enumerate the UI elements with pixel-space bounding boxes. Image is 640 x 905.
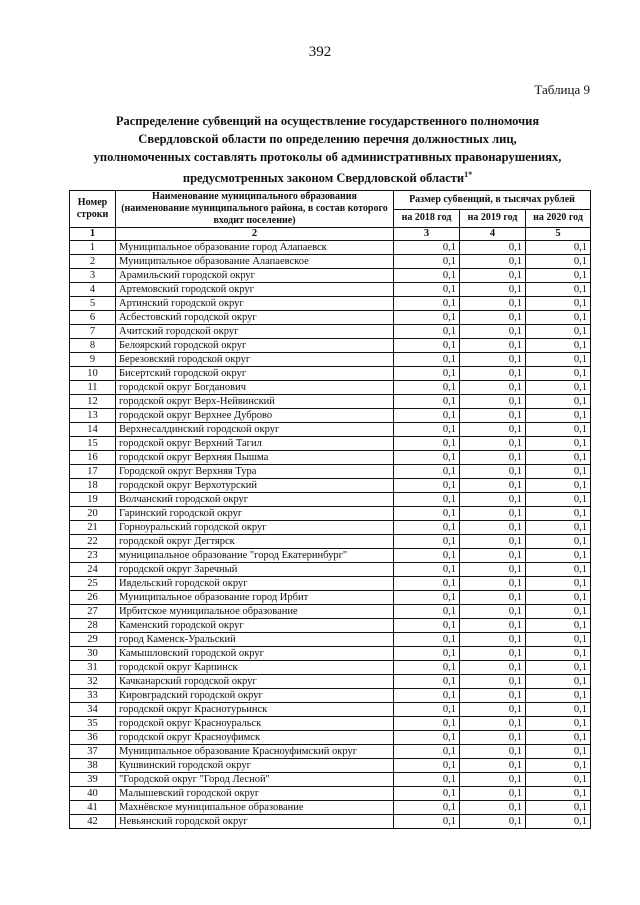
table-row (70, 563, 591, 577)
value-2019-cell: 0,1 (460, 689, 526, 703)
municipality-name-cell: городской округ Верхнее Дуброво (116, 409, 394, 423)
value-2018-cell: 0,1 (394, 563, 460, 577)
value-2018-cell: 0,1 (394, 479, 460, 493)
municipality-name-cell: Махнёвское муниципальное образование (116, 801, 394, 815)
municipality-name-cell: городской округ Дегтярск (116, 535, 394, 549)
table-row (70, 647, 591, 661)
table-row (70, 633, 591, 647)
municipality-name-cell: Муниципальное образование Алапаевское (116, 255, 394, 269)
table-row (70, 465, 591, 479)
municipality-name-cell: городской округ Богданович (116, 381, 394, 395)
municipality-name-cell: Муниципальное образование город Ирбит (116, 591, 394, 605)
municipality-name-cell: Артемовский городской округ (116, 283, 394, 297)
municipality-name-cell: городской округ Заречный (116, 563, 394, 577)
table-row (70, 353, 591, 367)
row-number-cell: 41 (70, 801, 116, 815)
value-2018-cell: 0,1 (394, 283, 460, 297)
table-row (70, 241, 591, 255)
column-index: 4 (460, 228, 526, 241)
value-2018-cell: 0,1 (394, 815, 460, 829)
value-2020-cell: 0,1 (526, 311, 591, 325)
value-2018-cell: 0,1 (394, 451, 460, 465)
row-number-cell: 7 (70, 325, 116, 339)
row-number-cell: 20 (70, 507, 116, 521)
municipality-name-cell: Арамильский городской округ (116, 269, 394, 283)
value-2018-cell: 0,1 (394, 633, 460, 647)
table-row (70, 759, 591, 773)
value-2020-cell: 0,1 (526, 283, 591, 297)
value-2019-cell: 0,1 (460, 773, 526, 787)
table-row (70, 269, 591, 283)
value-2020-cell: 0,1 (526, 395, 591, 409)
row-number-cell: 11 (70, 381, 116, 395)
municipality-name-cell: городской округ Красноуральск (116, 717, 394, 731)
table-row (70, 479, 591, 493)
value-2019-cell: 0,1 (460, 283, 526, 297)
column-index: 1 (70, 228, 116, 241)
value-2019-cell: 0,1 (460, 493, 526, 507)
value-2018-cell: 0,1 (394, 409, 460, 423)
value-2018-cell: 0,1 (394, 647, 460, 661)
municipality-name-cell: Белоярский городской округ (116, 339, 394, 353)
row-number-cell: 36 (70, 731, 116, 745)
value-2019-cell: 0,1 (460, 731, 526, 745)
municipality-name-cell: Городской округ Верхняя Тура (116, 465, 394, 479)
title-text: Распределение субвенций на осуществление государственного полномочия Свердловской области по определению перечня должностных лиц, уполномоченных составлять протоколы об административных правонарушениях, предусмотренных законом Свердловской области (93, 114, 562, 186)
header-row-number: Номер строки (70, 191, 116, 228)
table-row (70, 395, 591, 409)
municipality-name-cell: Горноуральский городской округ (116, 521, 394, 535)
municipality-name-cell: Гаринский городской округ (116, 507, 394, 521)
value-2018-cell: 0,1 (394, 423, 460, 437)
row-number-cell: 6 (70, 311, 116, 325)
row-number-cell: 21 (70, 521, 116, 535)
municipality-name-cell: Камышловский городской округ (116, 647, 394, 661)
value-2020-cell: 0,1 (526, 563, 591, 577)
table-row (70, 745, 591, 759)
row-number-cell: 9 (70, 353, 116, 367)
value-2018-cell: 0,1 (394, 689, 460, 703)
table-row (70, 577, 591, 591)
row-number-cell: 24 (70, 563, 116, 577)
municipality-name-cell: Кировградский городской округ (116, 689, 394, 703)
value-2020-cell: 0,1 (526, 325, 591, 339)
table-row (70, 451, 591, 465)
value-2018-cell: 0,1 (394, 437, 460, 451)
municipality-name-cell: городской округ Верх-Нейвинский (116, 395, 394, 409)
municipality-name-cell: городской округ Краснотурьинск (116, 703, 394, 717)
value-2020-cell: 0,1 (526, 367, 591, 381)
row-number-cell: 18 (70, 479, 116, 493)
table-row (70, 521, 591, 535)
value-2019-cell: 0,1 (460, 409, 526, 423)
municipality-name-cell: Качканарский городской округ (116, 675, 394, 689)
value-2020-cell: 0,1 (526, 731, 591, 745)
table-row (70, 591, 591, 605)
municipality-name-cell: городской округ Красноуфимск (116, 731, 394, 745)
value-2019-cell: 0,1 (460, 311, 526, 325)
value-2018-cell: 0,1 (394, 605, 460, 619)
municipality-name-cell: муниципальное образование "город Екатеринбург" (116, 549, 394, 563)
value-2020-cell: 0,1 (526, 549, 591, 563)
value-2018-cell: 0,1 (394, 717, 460, 731)
municipality-name-cell: городской округ Карпинск (116, 661, 394, 675)
column-index: 2 (116, 228, 394, 241)
municipality-name-cell: Невьянский городской округ (116, 815, 394, 829)
row-number-cell: 5 (70, 297, 116, 311)
subsidy-table (69, 190, 591, 829)
value-2020-cell: 0,1 (526, 689, 591, 703)
value-2018-cell: 0,1 (394, 591, 460, 605)
row-number-cell: 3 (70, 269, 116, 283)
value-2020-cell: 0,1 (526, 451, 591, 465)
value-2019-cell: 0,1 (460, 451, 526, 465)
row-number-cell: 34 (70, 703, 116, 717)
value-2020-cell: 0,1 (526, 353, 591, 367)
value-2019-cell: 0,1 (460, 647, 526, 661)
title-footnote-mark: 1* (464, 170, 473, 179)
value-2019-cell: 0,1 (460, 339, 526, 353)
value-2020-cell: 0,1 (526, 493, 591, 507)
value-2019-cell: 0,1 (460, 787, 526, 801)
value-2020-cell: 0,1 (526, 269, 591, 283)
header-municipality-name: Наименование муниципального образования (наименование муниципального района, в состав которого входит поселение) (116, 191, 394, 228)
value-2019-cell: 0,1 (460, 255, 526, 269)
value-2018-cell: 0,1 (394, 801, 460, 815)
table-row (70, 437, 591, 451)
value-2019-cell: 0,1 (460, 479, 526, 493)
table-row (70, 409, 591, 423)
value-2019-cell: 0,1 (460, 661, 526, 675)
value-2019-cell: 0,1 (460, 759, 526, 773)
row-number-cell: 38 (70, 759, 116, 773)
table-row (70, 773, 591, 787)
value-2018-cell: 0,1 (394, 619, 460, 633)
municipality-name-cell: Артинский городской округ (116, 297, 394, 311)
value-2019-cell: 0,1 (460, 703, 526, 717)
table-row (70, 311, 591, 325)
row-number-cell: 32 (70, 675, 116, 689)
table-row (70, 675, 591, 689)
row-number-cell: 29 (70, 633, 116, 647)
row-number-cell: 37 (70, 745, 116, 759)
row-number-cell: 31 (70, 661, 116, 675)
value-2019-cell: 0,1 (460, 717, 526, 731)
row-number-cell: 14 (70, 423, 116, 437)
row-number-cell: 30 (70, 647, 116, 661)
table-row (70, 381, 591, 395)
value-2019-cell: 0,1 (460, 325, 526, 339)
municipality-name-cell: город Каменск-Уральский (116, 633, 394, 647)
value-2019-cell: 0,1 (460, 507, 526, 521)
value-2018-cell: 0,1 (394, 703, 460, 717)
table-row (70, 325, 591, 339)
table-row (70, 535, 591, 549)
value-2019-cell: 0,1 (460, 535, 526, 549)
value-2020-cell: 0,1 (526, 633, 591, 647)
value-2019-cell: 0,1 (460, 437, 526, 451)
value-2020-cell: 0,1 (526, 591, 591, 605)
value-2018-cell: 0,1 (394, 745, 460, 759)
value-2020-cell: 0,1 (526, 787, 591, 801)
municipality-name-cell: Ачитский городской округ (116, 325, 394, 339)
value-2020-cell: 0,1 (526, 647, 591, 661)
municipality-name-cell: городской округ Верхняя Пышма (116, 451, 394, 465)
row-number-cell: 26 (70, 591, 116, 605)
table-row (70, 801, 591, 815)
row-number-cell: 17 (70, 465, 116, 479)
value-2020-cell: 0,1 (526, 717, 591, 731)
value-2019-cell: 0,1 (460, 381, 526, 395)
row-number-cell: 2 (70, 255, 116, 269)
column-index: 3 (394, 228, 460, 241)
value-2020-cell: 0,1 (526, 297, 591, 311)
value-2018-cell: 0,1 (394, 507, 460, 521)
row-number-cell: 25 (70, 577, 116, 591)
row-number-cell: 13 (70, 409, 116, 423)
municipality-name-cell: Волчанский городской округ (116, 493, 394, 507)
page-number: 392 (308, 44, 332, 60)
value-2020-cell: 0,1 (526, 745, 591, 759)
row-number-cell: 28 (70, 619, 116, 633)
value-2018-cell: 0,1 (394, 535, 460, 549)
table-row (70, 787, 591, 801)
value-2018-cell: 0,1 (394, 521, 460, 535)
value-2020-cell: 0,1 (526, 507, 591, 521)
value-2020-cell: 0,1 (526, 437, 591, 451)
value-2018-cell: 0,1 (394, 787, 460, 801)
value-2020-cell: 0,1 (526, 605, 591, 619)
row-number-cell: 12 (70, 395, 116, 409)
value-2020-cell: 0,1 (526, 577, 591, 591)
value-2018-cell: 0,1 (394, 269, 460, 283)
value-2020-cell: 0,1 (526, 423, 591, 437)
table-row (70, 731, 591, 745)
row-number-cell: 22 (70, 535, 116, 549)
value-2020-cell: 0,1 (526, 661, 591, 675)
table-row (70, 423, 591, 437)
row-number-cell: 33 (70, 689, 116, 703)
row-number-cell: 8 (70, 339, 116, 353)
value-2019-cell: 0,1 (460, 745, 526, 759)
table-label: Таблица 9 (534, 82, 590, 97)
value-2018-cell: 0,1 (394, 339, 460, 353)
value-2020-cell: 0,1 (526, 619, 591, 633)
value-2020-cell: 0,1 (526, 815, 591, 829)
row-number-cell: 1 (70, 241, 116, 255)
row-number-cell: 27 (70, 605, 116, 619)
value-2018-cell: 0,1 (394, 297, 460, 311)
value-2019-cell: 0,1 (460, 241, 526, 255)
value-2020-cell: 0,1 (526, 255, 591, 269)
table-row (70, 815, 591, 829)
row-number-cell: 16 (70, 451, 116, 465)
table-row (70, 689, 591, 703)
value-2018-cell: 0,1 (394, 367, 460, 381)
value-2020-cell: 0,1 (526, 535, 591, 549)
row-number-cell: 19 (70, 493, 116, 507)
value-2018-cell: 0,1 (394, 493, 460, 507)
value-2020-cell: 0,1 (526, 703, 591, 717)
table-row (70, 703, 591, 717)
value-2019-cell: 0,1 (460, 353, 526, 367)
value-2018-cell: 0,1 (394, 395, 460, 409)
value-2018-cell: 0,1 (394, 759, 460, 773)
row-number-cell: 23 (70, 549, 116, 563)
municipality-name-cell: Малышевский городской округ (116, 787, 394, 801)
row-number-cell: 40 (70, 787, 116, 801)
value-2018-cell: 0,1 (394, 773, 460, 787)
table-body (70, 241, 591, 829)
value-2018-cell: 0,1 (394, 549, 460, 563)
municipality-name-cell: Каменский городской округ (116, 619, 394, 633)
municipality-name-cell: Муниципальное образование город Алапаевск (116, 241, 394, 255)
row-number-cell: 39 (70, 773, 116, 787)
table-row (70, 605, 591, 619)
value-2019-cell: 0,1 (460, 367, 526, 381)
value-2019-cell: 0,1 (460, 577, 526, 591)
value-2018-cell: 0,1 (394, 465, 460, 479)
table-row (70, 507, 591, 521)
value-2019-cell: 0,1 (460, 591, 526, 605)
value-2019-cell: 0,1 (460, 423, 526, 437)
value-2020-cell: 0,1 (526, 241, 591, 255)
column-index: 5 (526, 228, 591, 241)
value-2020-cell: 0,1 (526, 801, 591, 815)
value-2020-cell: 0,1 (526, 339, 591, 353)
value-2020-cell: 0,1 (526, 759, 591, 773)
column-index-row (70, 228, 591, 241)
municipality-name-cell: Кушвинский городской округ (116, 759, 394, 773)
value-2019-cell: 0,1 (460, 633, 526, 647)
table-row (70, 255, 591, 269)
value-2019-cell: 0,1 (460, 269, 526, 283)
value-2018-cell: 0,1 (394, 381, 460, 395)
municipality-name-cell: Верхнесалдинский городской округ (116, 423, 394, 437)
value-2019-cell: 0,1 (460, 395, 526, 409)
header-year-2020: на 2020 год (526, 209, 591, 228)
municipality-name-cell: Ивдельский городской округ (116, 577, 394, 591)
value-2020-cell: 0,1 (526, 521, 591, 535)
header-year-2018: на 2018 год (394, 209, 460, 228)
value-2018-cell: 0,1 (394, 661, 460, 675)
value-2018-cell: 0,1 (394, 255, 460, 269)
row-number-cell: 42 (70, 815, 116, 829)
value-2019-cell: 0,1 (460, 605, 526, 619)
value-2020-cell: 0,1 (526, 409, 591, 423)
value-2019-cell: 0,1 (460, 675, 526, 689)
row-number-cell: 10 (70, 367, 116, 381)
value-2019-cell: 0,1 (460, 801, 526, 815)
value-2020-cell: 0,1 (526, 773, 591, 787)
value-2019-cell: 0,1 (460, 297, 526, 311)
table-row (70, 493, 591, 507)
value-2019-cell: 0,1 (460, 563, 526, 577)
table-row (70, 297, 591, 311)
municipality-name-cell: Ирбитское муниципальное образование (116, 605, 394, 619)
header-year-2019: на 2019 год (460, 209, 526, 228)
row-number-cell: 4 (70, 283, 116, 297)
municipality-name-cell: Муниципальное образование Красноуфимский округ (116, 745, 394, 759)
municipality-name-cell: "Городской округ "Город Лесной" (116, 773, 394, 787)
value-2018-cell: 0,1 (394, 353, 460, 367)
table-row (70, 661, 591, 675)
value-2020-cell: 0,1 (526, 381, 591, 395)
value-2018-cell: 0,1 (394, 731, 460, 745)
row-number-cell: 15 (70, 437, 116, 451)
value-2018-cell: 0,1 (394, 241, 460, 255)
value-2018-cell: 0,1 (394, 311, 460, 325)
value-2018-cell: 0,1 (394, 675, 460, 689)
municipality-name-cell: Березовский городской округ (116, 353, 394, 367)
table-row (70, 367, 591, 381)
table-row (70, 619, 591, 633)
value-2019-cell: 0,1 (460, 465, 526, 479)
value-2019-cell: 0,1 (460, 815, 526, 829)
document-title (90, 112, 565, 187)
table-row (70, 549, 591, 563)
value-2019-cell: 0,1 (460, 549, 526, 563)
row-number-cell: 35 (70, 717, 116, 731)
value-2018-cell: 0,1 (394, 325, 460, 339)
value-2019-cell: 0,1 (460, 619, 526, 633)
value-2020-cell: 0,1 (526, 465, 591, 479)
municipality-name-cell: городской округ Верхний Тагил (116, 437, 394, 451)
value-2018-cell: 0,1 (394, 577, 460, 591)
header-subsidy-size: Размер субвенций, в тысячах рублей (394, 191, 591, 210)
municipality-name-cell: Бисертский городской округ (116, 367, 394, 381)
value-2019-cell: 0,1 (460, 521, 526, 535)
value-2020-cell: 0,1 (526, 675, 591, 689)
municipality-name-cell: городской округ Верхотурский (116, 479, 394, 493)
table-row (70, 283, 591, 297)
table-row (70, 339, 591, 353)
value-2020-cell: 0,1 (526, 479, 591, 493)
municipality-name-cell: Асбестовский городской округ (116, 311, 394, 325)
table-row (70, 717, 591, 731)
